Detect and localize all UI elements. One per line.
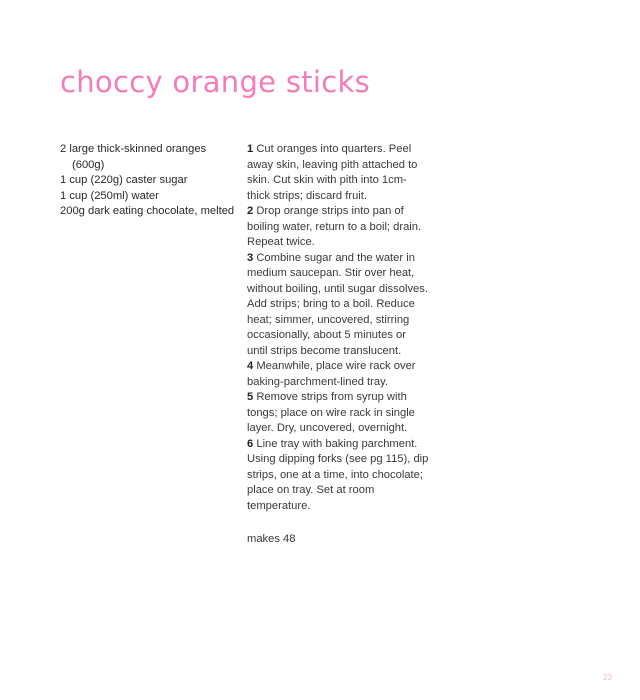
method-step <box>247 390 429 437</box>
ingredient-item: 200g dark eating chocolate, melted <box>60 205 235 217</box>
step-number: 1 <box>247 143 254 155</box>
method-step <box>247 251 429 360</box>
method-step <box>247 437 429 515</box>
method-column <box>247 142 429 548</box>
recipe-title: choccy orange sticks <box>60 65 371 99</box>
step-text: Line tray with baking parchment. Using dipping forks (see pg 115), dip strips, one at a time, into chocolate; place on tray. Set at room temperature. <box>247 437 429 512</box>
method-steps <box>247 142 429 514</box>
step-text: Meanwhile, place wire rack over baking-parchment-lined tray. <box>247 360 416 388</box>
step-text: Remove strips from syrup with tongs; place on wire rack in single layer. Dry, uncovered, overnight. <box>247 391 415 434</box>
method-step <box>247 204 429 251</box>
page-number: 23 <box>603 673 612 682</box>
method-step <box>247 359 429 390</box>
step-text: Drop orange strips into pan of boiling water, return to a boil; drain. Repeat twice. <box>247 205 422 248</box>
ingredient-item: 1 cup (220g) caster sugar <box>60 174 188 186</box>
ingredient-item: 2 large thick-skinned oranges (600g) <box>60 143 207 171</box>
step-text: Combine sugar and the water in medium saucepan. Stir over heat, without boiling, until sugar dissolves. Add strips; bring to a boil. Reduce heat; simmer, uncovered, stirring occasionally, about 5 minutes or until strips become translucent. <box>247 251 428 357</box>
yield-text: makes 48 <box>247 533 296 545</box>
step-number: 3 <box>247 251 254 264</box>
method-step <box>247 142 429 204</box>
step-text: Cut oranges into quarters. Peel away skin, leaving pith attached to skin. Cut skin with pith into 1cm-thick strips; discard fruit. <box>247 143 418 202</box>
step-number: 4 <box>247 360 254 372</box>
step-number: 2 <box>247 205 254 217</box>
ingredients-list <box>60 142 235 220</box>
step-number: 6 <box>247 437 254 450</box>
step-number: 5 <box>247 391 254 403</box>
ingredient-item: 1 cup (250ml) water <box>60 189 159 202</box>
